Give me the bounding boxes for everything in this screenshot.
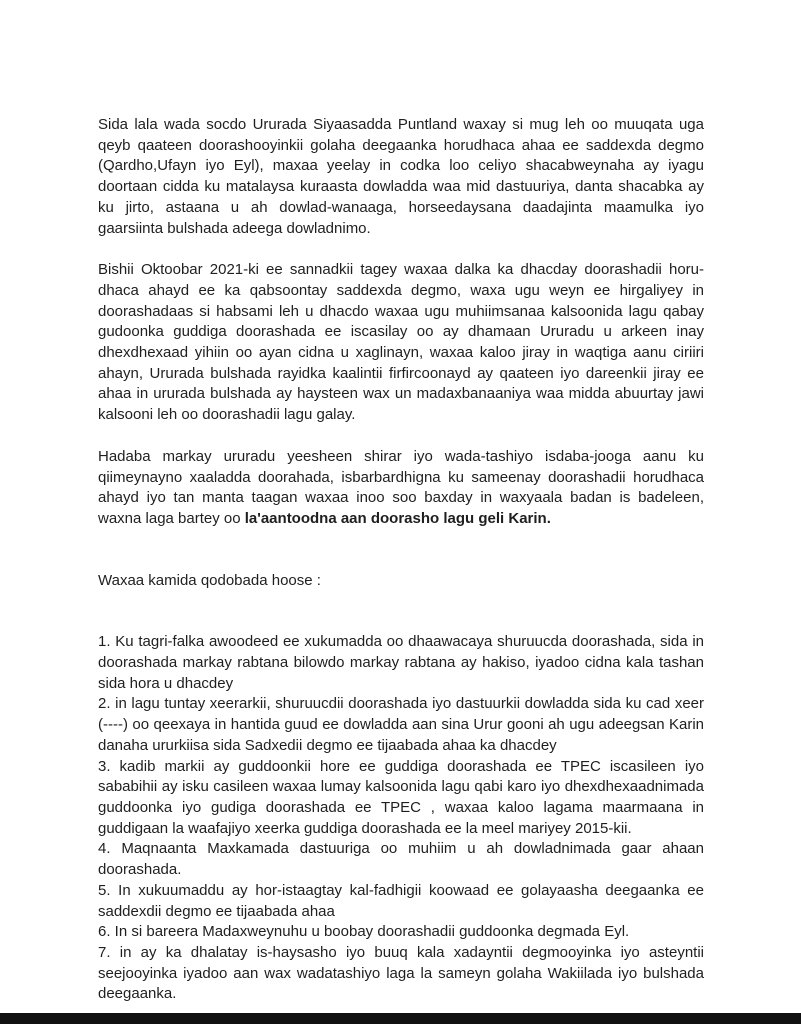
list-item: 5. In xukuumaddu ay hor-istaagtay kal-fadhigii koowaad ee golayaasha deegaanka ee saddexdii degmo ee tijaabada ahaa [98, 881, 704, 920]
list-item: 7. in ay ka dhalatay is-haysasho iyo buuq kala xadayntii degmooyinka iyo asteyntii seejooyinka iyadoo aan wax wadatashiyo laga la sameyn golaha Wakiilada iyo bulshada deegaanka. [98, 943, 704, 1003]
list-item: 3. kadib markii ay guddoonkii hore ee guddiga doorashada ee TPEC iscasileen iyo sababihii ay isku casileen waxaa lumay kalsoonida lagu qabi karo iyo dhexdhexaadnimada guddoonka iyo gudiga doorashada ee TPEC , waxaa kaloo lagama maarmaana in guddigaan la waafajiyo xeerka guddiga doorashada ee la meel mariyey 2015-kii. [98, 757, 704, 837]
paragraph-consultations-bold: la'aantoodna aan doorasho lagu geli Karin. [244, 509, 551, 527]
points-list [98, 632, 704, 1005]
paragraph-intro: Sida lala wada socdo Ururada Siyaasadda Puntland waxay si mug leh oo muuqata uga qeyb qaateen doorashooyinkii golaha deegaanka horudhaca ahaa ee saddexda degmo (Qardho,Ufayn iyo Eyl), maxaa yeelay in codka loo celiyo shacabweynaha ay iyagu doortaan cidda ku matalaysa kuraasta dowladda waa mid dastuuriya, danta shacabka ay ku jirto, astaana u ah dowlad-wanaaga, horseedaysana daadajinta maamulka iyo gaarsiinta bulshada adeega dowladnimo. [98, 116, 704, 237]
bottom-edge [0, 1013, 801, 1024]
paragraph-consultations-text: Hadaba markay ururadu yeesheen shirar iyo wada-tashiyo isdaba-jooga aanu ku qiimeynayno xaaladda doorahada, isbarbardhigna ku sameenay doorashadii horudhaca ahayd iyo tan manta taagan waxaa inoo soo baxday in waxyaala badan is badeleen, waxna laga bartey oo [98, 447, 704, 527]
list-heading: Waxaa kamida qodobada hoose : [98, 571, 321, 589]
list-item: 2. in lagu tuntay xeerarkii, shuruucdii doorashada iyo dastuurkii dowladda sida ku cad xeer (----) oo qeexaya in hantida guud ee dowladda aan sina Urur gooni ah ugu adeegsan Karin danaha ururkiisa sida Sadxedii degmo ee tijaabada ahaa ka dhacdey [98, 695, 704, 754]
list-item: 4. Maqnaanta Maxkamada dastuuriga oo muhiim u ah dowladnimada gaar ahaan doorashada. [98, 840, 704, 879]
list-item: 1. Ku tagri-falka awoodeed ee xukumadda oo dhaawacaya shuruucda doorashada, sida in doorashada markay rabtana bilowdo markay rabtana ay hakiso, iyadoo cidna kala tashan sida hora u dhacdey [98, 633, 704, 692]
list-item: 6. In si bareera Madaxweynuhu u boobay doorashadii guddoonka degmada Eyl. [98, 923, 630, 941]
paragraph-october-election: Bishii Oktoobar 2021-ki ee sannadkii tagey waxaa dalka ka dhacday doorashadii horu-dhaca ahayd ee ka qabsoontay saddexda degmo, waxa ugu weyn ee hirgaliyey in doorashadaas si habsami leh u dhacdo waxaa ugu muhiimsanaa kalsoonida lagu qabay gudoonka guddiga doorashada ee iscasilay oo ay dhamaan Ururadu u arkeen inay dhexdhexaad yihiin oo ayan cidna u xaglinayn, waxaa kaloo jiray in waqtiga aanu ciriiri ahayn, Ururada bulshada rayidka kaalintii firfircoonayd ay qaateen iyo dareenkii jiray ee ahaa in ururada bulshada ay haysteen wax un madaxbanaaniya waa midda abuurtay jawi kalsooni leh oo doorashadii lagu galay. [98, 261, 704, 424]
paragraph-consultations [98, 447, 704, 530]
document-body [98, 115, 704, 1005]
